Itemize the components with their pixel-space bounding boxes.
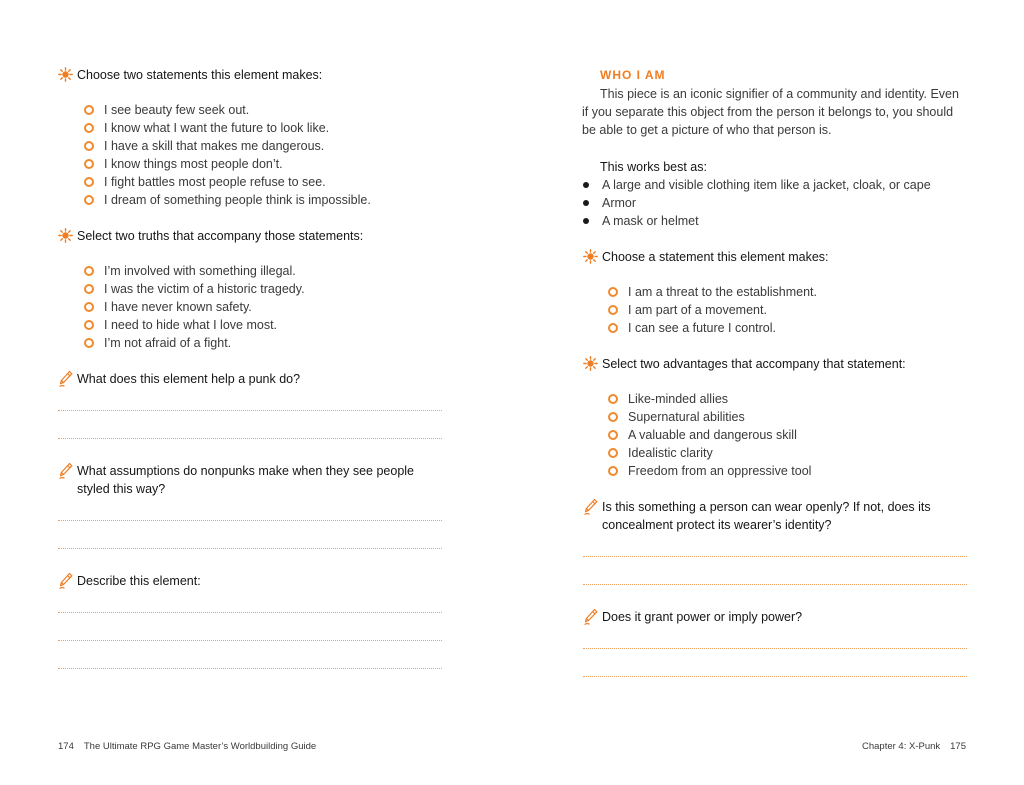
question-assumptions <box>58 462 414 498</box>
option-label: Like-minded allies <box>628 392 729 406</box>
radio-button[interactable] <box>84 320 94 330</box>
question-power <box>583 608 802 626</box>
question-describe <box>58 572 201 590</box>
radio-button[interactable] <box>608 287 618 297</box>
page-footer <box>862 741 966 752</box>
option-label: I’m involved with something illegal. <box>104 264 296 278</box>
option-label: I know things most people don’t. <box>104 157 283 171</box>
bullet-icon <box>583 200 589 206</box>
radio-button[interactable] <box>608 305 618 315</box>
answer-line[interactable] <box>58 668 442 669</box>
option-item[interactable] <box>84 119 329 137</box>
right-page <box>512 0 1024 785</box>
works-best-label: This works best as: <box>600 160 707 174</box>
page-number: 174 <box>58 741 74 752</box>
answer-line[interactable] <box>58 410 442 411</box>
answer-line[interactable] <box>58 612 442 613</box>
radio-button[interactable] <box>84 177 94 187</box>
option-item[interactable] <box>84 101 249 119</box>
answer-line[interactable] <box>58 548 442 549</box>
bullet-item: A large and visible clothing item like a jacket, cloak, or cape <box>583 176 931 194</box>
sunburst-icon <box>583 249 598 264</box>
option-label: Supernatural abilities <box>628 410 745 424</box>
radio-button[interactable] <box>608 323 618 333</box>
radio-button[interactable] <box>84 302 94 312</box>
chapter-title: Chapter 4: X-Punk <box>861 741 941 752</box>
option-item[interactable] <box>608 426 797 444</box>
option-label: I’m not afraid of a fight. <box>104 336 232 350</box>
book-title: The Ultimate RPG Game Master’s Worldbuilding Guide <box>83 741 317 752</box>
radio-button[interactable] <box>84 195 94 205</box>
option-label: I need to hide what I love most. <box>104 318 278 332</box>
radio-button[interactable] <box>84 266 94 276</box>
option-item[interactable] <box>84 191 371 209</box>
option-item[interactable] <box>608 319 776 337</box>
question-wear-openly <box>583 498 931 534</box>
bullet-icon <box>583 182 589 188</box>
option-label: I know what I want the future to look like. <box>104 121 330 135</box>
question-truths <box>58 227 363 245</box>
radio-button[interactable] <box>84 284 94 294</box>
answer-line[interactable] <box>583 648 967 649</box>
answer-line[interactable] <box>58 520 442 521</box>
option-item[interactable] <box>84 155 283 173</box>
option-item[interactable] <box>608 301 767 319</box>
option-label: I am part of a movement. <box>628 303 767 317</box>
answer-line[interactable] <box>58 640 442 641</box>
intro-paragraph: This piece is an iconic signifier of a community and identity. Even if you separate this object from the person it belongs to, you should be able to get a picture of who that person is. <box>582 87 959 137</box>
option-item[interactable] <box>84 298 252 316</box>
option-label: I have a skill that makes me dangerous. <box>104 139 325 153</box>
option-label: I see beauty few seek out. <box>104 103 250 117</box>
question-label: Select two truths that accompany those statements: <box>77 229 364 243</box>
radio-button[interactable] <box>608 466 618 476</box>
question-statement <box>583 248 829 266</box>
question-label: What does this element help a punk do? <box>77 372 301 386</box>
option-item[interactable] <box>608 444 713 462</box>
pencil-icon <box>58 370 73 388</box>
option-label: I can see a future I control. <box>628 321 776 335</box>
option-item[interactable] <box>608 390 728 408</box>
question-advantages <box>583 355 906 373</box>
question-label: Choose two statements this element makes: <box>77 68 323 82</box>
question-label: What assumptions do nonpunks make when they see people styled this way? <box>77 464 415 496</box>
pencil-icon <box>583 498 598 516</box>
option-item[interactable] <box>608 408 745 426</box>
option-label: I was the victim of a historic tragedy. <box>104 282 305 296</box>
radio-button[interactable] <box>84 338 94 348</box>
option-item[interactable] <box>84 262 296 280</box>
question-statements <box>58 66 322 84</box>
sunburst-icon <box>583 356 598 371</box>
option-label: Idealistic clarity <box>628 446 713 460</box>
radio-button[interactable] <box>84 159 94 169</box>
radio-button[interactable] <box>608 448 618 458</box>
radio-button[interactable] <box>608 430 618 440</box>
option-item[interactable] <box>608 462 811 480</box>
answer-line[interactable] <box>583 584 967 585</box>
option-label: Freedom from an oppressive tool <box>628 464 812 478</box>
question-label: Choose a statement this element makes: <box>602 250 829 264</box>
option-label: A valuable and dangerous skill <box>628 428 797 442</box>
question-label: Is this something a person can wear openly? If not, does its concealment protect its wearer’s identity? <box>602 500 931 532</box>
sunburst-icon <box>58 67 73 82</box>
answer-line[interactable] <box>58 438 442 439</box>
radio-button[interactable] <box>84 123 94 133</box>
option-item[interactable] <box>84 137 324 155</box>
option-item[interactable] <box>84 316 277 334</box>
answer-line[interactable] <box>583 556 967 557</box>
question-label: Select two advantages that accompany that statement: <box>602 357 906 371</box>
pencil-icon <box>58 462 73 480</box>
answer-line[interactable] <box>583 676 967 677</box>
pencil-icon <box>583 608 598 626</box>
radio-button[interactable] <box>84 141 94 151</box>
question-label: Does it grant power or imply power? <box>602 610 803 624</box>
radio-button[interactable] <box>608 394 618 404</box>
pencil-icon <box>58 572 73 590</box>
option-item[interactable] <box>84 334 231 352</box>
option-label: I have never known safety. <box>104 300 252 314</box>
option-item[interactable] <box>84 173 326 191</box>
option-label: I dream of something people think is impossible. <box>104 193 371 207</box>
bullet-item: A mask or helmet <box>583 212 699 230</box>
option-item[interactable] <box>84 280 305 298</box>
question-help-punk <box>58 370 300 388</box>
option-item[interactable] <box>608 283 817 301</box>
radio-button[interactable] <box>608 412 618 422</box>
bullet-item: Armor <box>583 194 636 212</box>
radio-button[interactable] <box>84 105 94 115</box>
question-label: Describe this element: <box>77 574 201 588</box>
option-label: I am a threat to the establishment. <box>628 285 817 299</box>
bullet-icon <box>583 218 589 224</box>
page-footer <box>58 741 316 752</box>
page-number: 175 <box>950 741 966 752</box>
section-heading: WHO I AM <box>600 68 666 82</box>
sunburst-icon <box>58 228 73 243</box>
option-label: I fight battles most people refuse to see. <box>104 175 326 189</box>
